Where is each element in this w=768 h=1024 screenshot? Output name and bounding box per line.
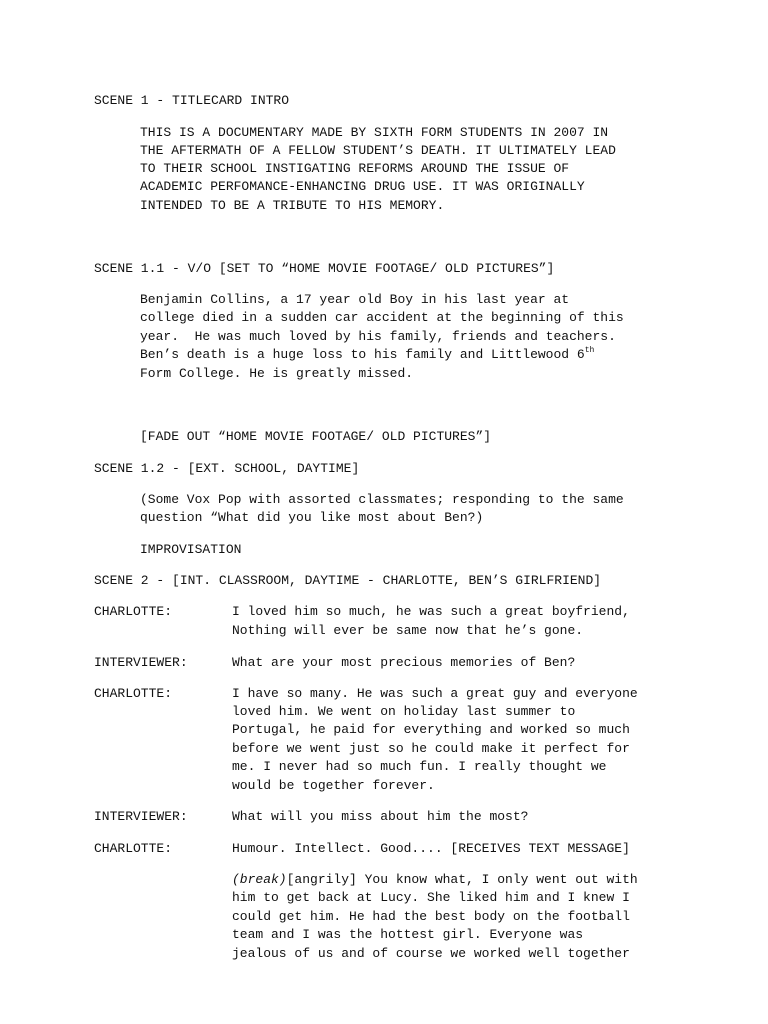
- scene-1-line: TO THEIR SCHOOL INSTIGATING REFORMS AROUND THE ISSUE OF: [140, 161, 570, 176]
- dialogue-line: What are your most precious memories of Ben?: [232, 655, 576, 670]
- scene-1-1-line-text: Ben’s death is a huge loss to his family and Littlewood 6: [140, 347, 585, 362]
- scene-1-2-heading: SCENE 1.2 - [EXT. SCHOOL, DAYTIME]: [94, 461, 360, 476]
- scene-1-1-line: year. He was much loved by his family, friends and teachers.: [140, 329, 616, 344]
- dialogue-line-text: [angrily] You know what, I only went out with: [286, 872, 638, 887]
- break-direction: (break): [232, 872, 287, 887]
- scene-1-2-line: (Some Vox Pop with assorted classmates; responding to the same: [140, 492, 624, 507]
- scene-1-heading: SCENE 1 - TITLECARD INTRO: [94, 93, 290, 108]
- dialogue-line: What will you miss about him the most?: [232, 809, 529, 824]
- dialogue-line: him to get back at Lucy. She liked him and I knew I: [232, 890, 630, 905]
- speaker-name: INTERVIEWER:: [94, 809, 188, 824]
- scene-1-1-line: [140, 346, 594, 364]
- scene-1-line: THIS IS A DOCUMENTARY MADE BY SIXTH FORM STUDENTS IN 2007 IN: [140, 125, 609, 140]
- dialogue-line: could get him. He had the best body on the football: [232, 909, 630, 924]
- fade-out-direction: [FADE OUT “HOME MOVIE FOOTAGE/ OLD PICTURES”]: [140, 429, 492, 444]
- scene-1-2-line: question “What did you like most about Ben?): [140, 510, 484, 525]
- dialogue-line: Humour. Intellect. Good.... [RECEIVES TEXT MESSAGE]: [232, 841, 630, 856]
- dialogue-line: loved him. We went on holiday last summer to: [232, 704, 576, 719]
- improvisation-note: IMPROVISATION: [140, 542, 242, 557]
- dialogue-line: would be together forever.: [232, 778, 435, 793]
- scene-1-1-heading: SCENE 1.1 - V/O [SET TO “HOME MOVIE FOOTAGE/ OLD PICTURES”]: [94, 261, 555, 276]
- scene-1-line: THE AFTERMATH OF A FELLOW STUDENT’S DEATH. IT ULTIMATELY LEAD: [140, 143, 616, 158]
- speaker-name: INTERVIEWER:: [94, 655, 188, 670]
- dialogue-line: team and I was the hottest girl. Everyone was: [232, 927, 584, 942]
- dialogue-line: I loved him so much, he was such a great boyfriend,: [232, 604, 630, 619]
- speaker-name: CHARLOTTE:: [94, 686, 173, 701]
- speaker-name: CHARLOTTE:: [94, 841, 173, 856]
- scene-1-1-line: college died in a sudden car accident at the beginning of this: [140, 310, 624, 325]
- dialogue-line: before we went just so he could make it perfect for: [232, 741, 630, 756]
- dialogue-line: [232, 871, 638, 889]
- dialogue-line: Portugal, he paid for everything and worked so much: [232, 722, 630, 737]
- speaker-name: CHARLOTTE:: [94, 604, 173, 619]
- dialogue-line: jealous of us and of course we worked well together: [232, 946, 630, 961]
- scene-1-line: INTENDED TO BE A TRIBUTE TO HIS MEMORY.: [140, 198, 445, 213]
- scene-2-heading: SCENE 2 - [INT. CLASSROOM, DAYTIME - CHARLOTTE, BEN’S GIRLFRIEND]: [94, 573, 602, 588]
- scene-1-1-line: Benjamin Collins, a 17 year old Boy in his last year at: [140, 292, 570, 307]
- superscript: th: [584, 346, 595, 355]
- dialogue-line: Nothing will ever be same now that he’s gone.: [232, 623, 584, 638]
- dialogue-line: I have so many. He was such a great guy and everyone: [232, 686, 638, 701]
- dialogue-line: me. I never had so much fun. I really thought we: [232, 759, 607, 774]
- scene-1-1-line: Form College. He is greatly missed.: [140, 366, 414, 381]
- scene-1-line: ACADEMIC PERFOMANCE-ENHANCING DRUG USE. IT WAS ORIGINALLY: [140, 179, 585, 194]
